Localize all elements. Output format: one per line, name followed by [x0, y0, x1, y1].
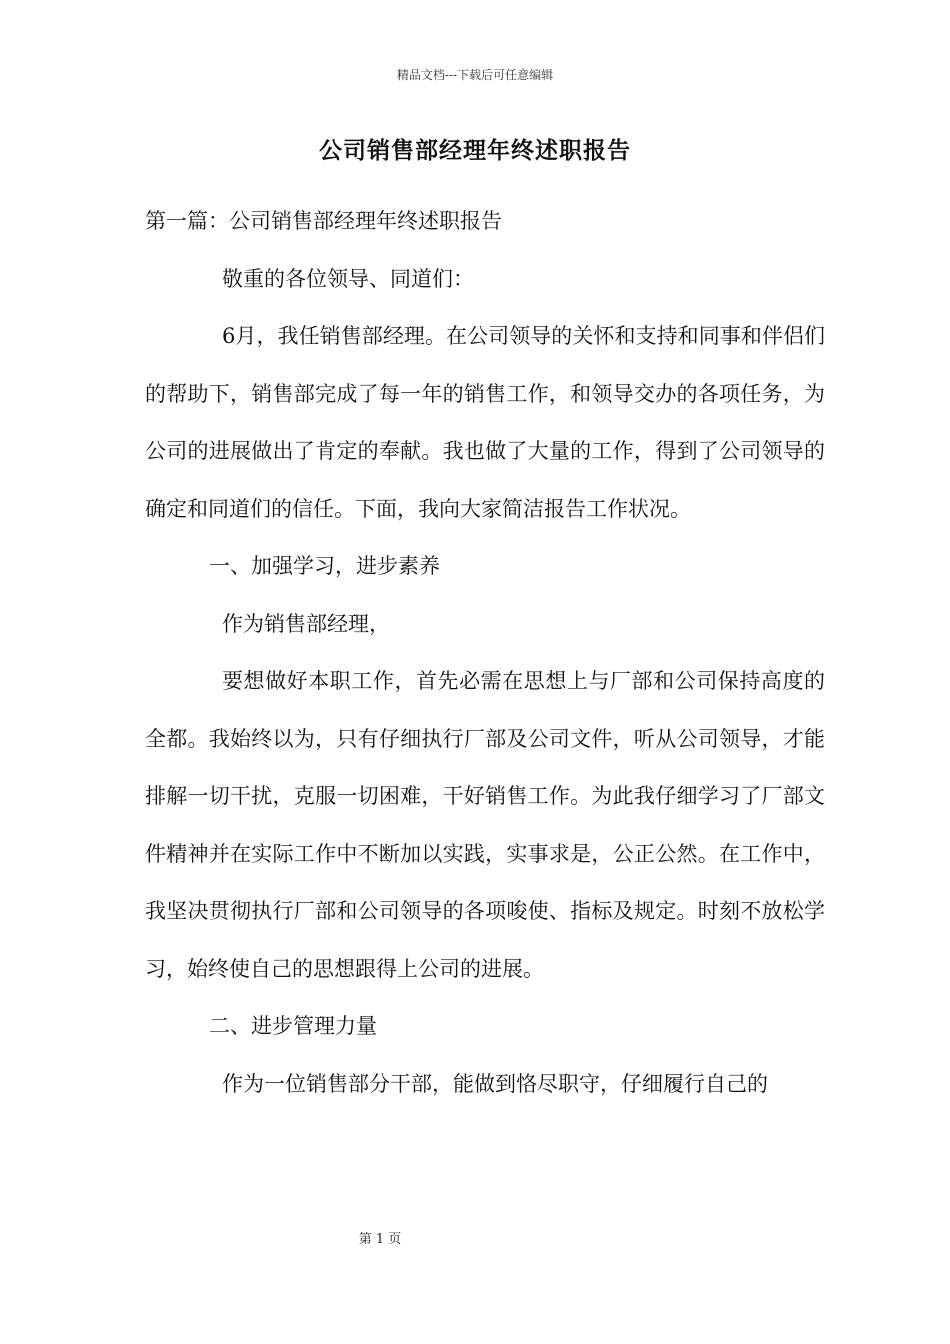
page-header-note: 精品文档---下载后可任意编辑 — [396, 68, 554, 82]
document-subtitle: 第一篇：公司销售部经理年终述职报告 — [145, 209, 502, 233]
body-paragraph-1: 6月，我任销售部经理。在公司领导的关怀和支持和同事和伴侣们的帮助下，销售部完成了每一年的销售工作，和领导交办的各项任务，为公司的进展做出了肯定的奉献。我也做了大量的工作，得到了公司领导的确定和同道们的信任。下面，我向大家简洁报告工作状况。 — [145, 324, 825, 521]
body-paragraph-3: 要想做好本职工作，首先必需在思想上与厂部和公司保持高度的全都。我始终以为，只有仔细执行厂部及公司文件，听从公司领导，才能排解一切干扰，克服一切困难，干好销售工作。为此我仔细学习了厂部文件精神并在实际工作中不断加以实践，实事求是，公正公然。在工作中，我坚决贯彻执行厂部和公司领导的各项唆使、指标及规定。时刻不放松学习，始终使自己的思想跟得上公司的进展。 — [145, 669, 825, 981]
document-title: 公司销售部经理年终述职报告 — [319, 137, 631, 164]
document-body — [145, 193, 825, 1113]
section-heading-1: 一、加强学习，进步素养 — [209, 554, 440, 578]
page-number: 第 1 页 — [358, 1232, 402, 1247]
section-heading-2: 二、进步管理力量 — [209, 1014, 377, 1038]
body-paragraph-4: 作为一位销售部分干部，能做到恪尽职守，仔细履行自己的 — [222, 1071, 768, 1096]
body-paragraph-2: 作为销售部经理， — [222, 611, 390, 636]
greeting-paragraph: 敬重的各位领导、同道们： — [222, 266, 474, 291]
